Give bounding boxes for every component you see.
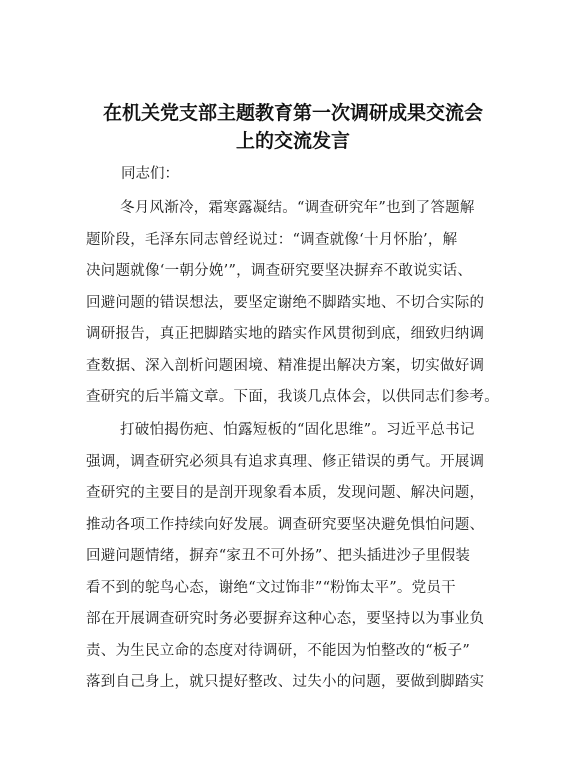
paragraph-line: 回避问题的错误想法，要坚定谢绝不脚踏实地、不切合实际的 xyxy=(86,294,485,311)
paragraph-line: 推动各项工作持续向好发展。调查研究要坚决避免惧怕问题、 xyxy=(86,516,485,533)
paragraph-line: 调研报告，真正把脚踏实地的踏实作风贯彻到底，细致归纳调 xyxy=(86,326,485,342)
paragraph-line: 看不到的鸵鸟心态，谢绝“文过饰非”“粉饰太平”。党员干 xyxy=(86,579,456,596)
paragraph-line: 冬月风渐冷，霜寒露凝结。“调查研究年”也到了答题解 xyxy=(120,200,475,216)
paragraph-line: 打破怕揭伤疤、怕露短板的“固化思维”。习近平总书记 xyxy=(120,422,475,438)
document-title-line-2: 上的交流发言 xyxy=(235,130,350,152)
document-title-line-1: 在机关党支部主题教育第一次调研成果交流会 xyxy=(102,102,483,124)
paragraph-line: 查研究的后半篇文章。下面，我谈几点体会，以供同志们参考。 xyxy=(86,389,499,405)
paragraph-line: 责、为生民立命的态度对待调研，不能因为怕整改的“板子” xyxy=(86,642,471,659)
paragraph-line: 查数据、深入剖析问题困境、精准提出解决方案，切实做好调 xyxy=(86,357,485,374)
paragraph-line: 强调，调查研究必须具有追求真理、修正错误的勇气。开展调 xyxy=(86,453,485,470)
paragraph-2 xyxy=(86,415,516,699)
paragraph-line: 决问题就像‘一朝分娩’”，调查研究要坚决摒弃不敢说实话、 xyxy=(86,263,473,279)
salutation: 同志们： xyxy=(121,166,179,182)
paragraph-1 xyxy=(86,193,516,414)
paragraph-line: 查研究的主要目的是剖开现象看本质，发现问题、解决问题， xyxy=(86,485,485,501)
paragraph-line: 回避问题情绪，摒弃“家丑不可外扬”、把头插进沙子里假装 xyxy=(86,548,471,564)
paragraph-line: 题阶段，毛泽东同志曾经说过：“调查就像‘十月怀胎’，解 xyxy=(86,231,458,248)
paragraph-line: 部在开展调查研究时务必要摒弃这种心态，要坚持以为事业负 xyxy=(86,611,485,627)
paragraph-line: 落到自己身上，就只提好整改、过失小的问题，要做到脚踏实 xyxy=(86,674,485,690)
